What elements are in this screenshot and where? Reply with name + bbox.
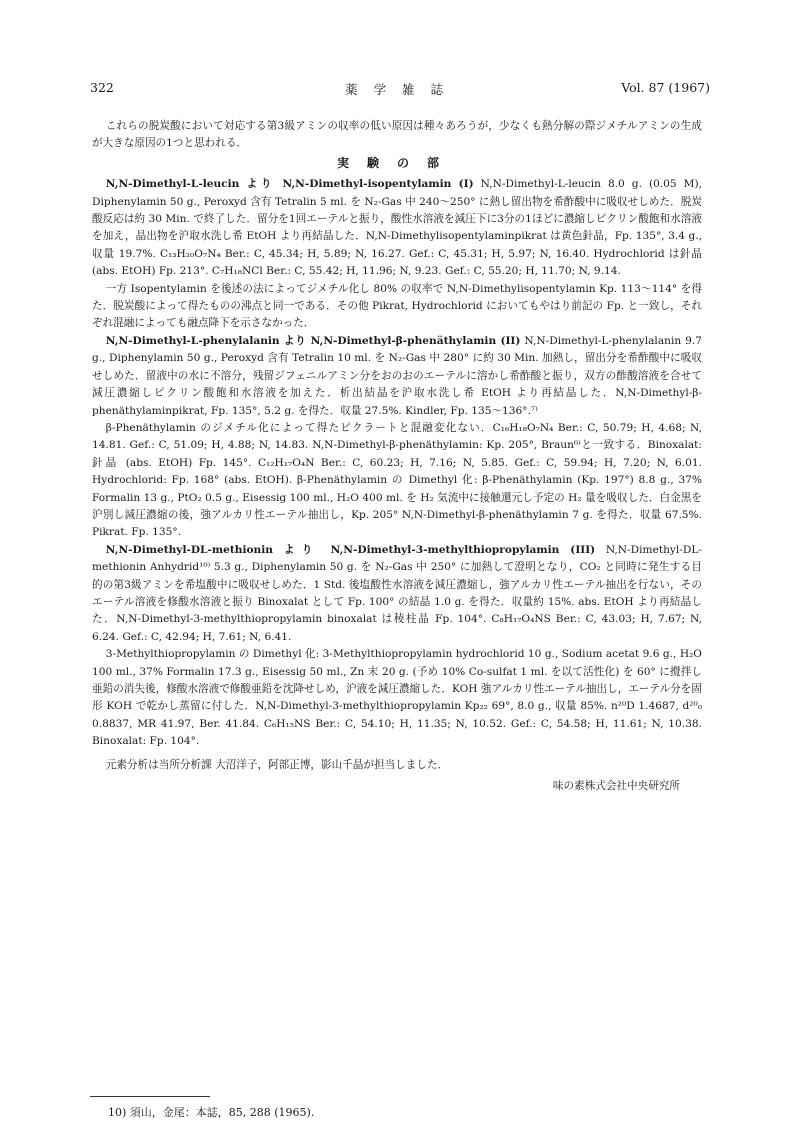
experiment-2-body: N,N-Dimethyl-L-phenylalanin 9.7 g., Diphenylamin 50 g., Peroxyd 含有 Tetralin 10 ml. を N₂-Gas 中 280° に約 30 Min. 加熱し，留出分を希酢酸中に吸収せしめた．留液中の水に不溶分，残留ジフェニルアミン分をおのおのエーテルに溶かし希酢酸と振り，双方の酢酸溶液を合せて減圧濃縮しピクリン酸飽和水溶液を加えた．析出結晶を沪取水洗し希 EtOH より再結晶した．N,N-Dimethyl-β-phenäthylaminpikrat, Fp. 135°, 5.2 g. を得た．収量 27.5%. Kindler, Fp. 135〜136°.⁷⁾ xyxy=(92,334,702,417)
experiment-3 xyxy=(92,542,702,646)
volume-info: Vol. 87 (1967) xyxy=(621,80,710,95)
experiment-1-note: 一方 Isopentylamin を後述の法によってジメチル化し 80% の収率で N,N-Dimethylisopentylamin Kp. 113〜114° を得た．脱炭酸によって得たものの沸点と同一である．その他 Pikrat, Hydrochlorid においてもやはり前記の Fp. と一致し，それぞれ混融によっても融点降下を示さなかった． xyxy=(92,282,702,330)
journal-title: 薬学雑誌 xyxy=(345,82,460,97)
article-body xyxy=(92,118,702,795)
intro-paragraph: これらの脱炭酸において対応する第3級アミンの収率の低い原因は種々あろうが，少なくも熱分解の際ジメチルアミンの生成が大きな原因の1つと思われる． xyxy=(92,120,702,150)
experiment-2-note: β-Phenäthylamin のジメチル化によって得たピクラートと混融変化ない．C₁₆H₁₈O₇N₄ Ber.: C, 50.79; H, 4.68; N, 14.81. Gef.: C, 51.09; H, 4.88; N, 14.83. N,N-Dimethyl-β-phenäthylamin: Kp. 205°, Braun⁶⁾と一致する．Binoxalat: 針晶 (abs. EtOH) Fp. 145°. C₁₂H₁₇O₄N Ber.: C, 60.23; H, 7.16; N, 5.85. Gef.: C, 59.94; H, 7.20; N, 6.01. Hydrochlorid: Fp. 168° (abs. EtOH). β-Phenäthylamin の Dimethyl 化: β-Phenäthylamin (Kp. 197°) 8.8 g., 37% Formalin 13 g., PtO₂ 0.5 g., Eisessig 100 ml., H₂O 400 ml. を H₂ 気流中に接触還元し予定の H₂ 量を吸収した．白金黒を沪別し減圧濃縮の後，強アルカリ性エーテル抽出し，Kp. 205° N,N-Dimethyl-β-phenäthylamin 7 g. を得た．収量 67.5%. Pikrat. Fp. 135°. xyxy=(92,421,702,539)
affiliation: 味の素株式会社中央研究所 xyxy=(552,780,680,793)
experiment-3-body: N,N-Dimethyl-DL-methionin Anhydrid¹⁰⁾ 5.3 g., Diphenylamin 50 g. を N₂-Gas 中 250° に加熱して澄明となり，CO₂ と同時に発生する目的の第3級アミンを希塩酸中に吸収せしめた．1 Std. 後塩酸性水溶液を減圧濃縮し，強アルカリ性エーテル抽出を行ない，そのエーテル溶液を修酸水溶液と振り Binoxalat として Fp. 100° の結晶 1.0 g. を得た．収量約 15%. abs. EtOH より再結晶した．N,N-Dimethyl-3-methylthiopropylamin binoxalat は稜柱晶 Fp. 104°. C₈H₁₇O₄NS Ber.: C, 43.03; H, 7.67; N, 6.24. Gef.: C, 42.94; H, 7.61; N, 6.41. xyxy=(92,543,702,643)
footnote-divider xyxy=(90,1096,210,1097)
footnote: 10) 須山，金尾：本誌，85, 288 (1965). xyxy=(108,1106,315,1119)
section-title: 実験の部 xyxy=(336,155,457,170)
experiment-1-heading: N,N-Dimethyl-L-leucin より N,N-Dimethyl-isopentylamin (I) xyxy=(105,178,474,191)
experiment-1-body: N,N-Dimethyl-L-leucin 8.0 g. (0.05 M), Diphenylamin 50 g., Peroxyd 含有 Tetralin 5 ml. を N₂-Gas 中 240〜250° に熱し留出物を希酢酸中に吸収せしめた．脱炭酸反応は約 30 Min. で終了した．留分を1回エーテルと振り，酸性水溶液を減圧下に3分の1ほどに濃縮しピクリン酸飽和水溶液を加え，晶出物を沪取水洗し希 EtOH より再結晶した．N,N-Dimethylisopentylaminpikrat は黄色針晶，Fp. 135°, 3.4 g., 収量 19.7%. C₁₃H₂₀O₇N₄ Ber.: C, 45.34; H, 5.89; N, 16.27. Gef.: C, 45.31; H, 5.97; N, 16.40. Hydrochlorid は針晶 (abs. EtOH) Fp. 213°. C₇H₁₈NCl Ber.: C, 55.42; H, 11.96; N, 9.23. Gef.: C, 55.20; H, 11.70; N, 9.14. xyxy=(92,178,703,278)
experiment-3-heading: N,N-Dimethyl-DL-methionin より N,N-Dimethyl-3-methylthiopropylamin (III) xyxy=(105,543,596,556)
experiment-2 xyxy=(92,333,702,420)
acknowledgement: 元素分析は当所分析課 大沼洋子，阿部正博，影山千晶が担当しました． xyxy=(105,758,449,771)
experiment-1 xyxy=(92,176,702,280)
page-header xyxy=(90,80,710,98)
page-number: 322 xyxy=(90,80,114,95)
experiment-3-note: 3-Methylthiopropylamin の Dimethyl 化: 3-Methylthiopropylamin hydrochlorid 10 g., Sodium acetat 9.6 g., H₂O 100 ml., 37% Formalin 17.3 g., Eisessig 50 ml., Zn 末 20 g. (予め 10% Co-sulfat 1 ml. を以て活性化) を 60° に攪拌し亜鉛の消失後，修酸水溶液で修酸亜鉛を沈降せしめ，沪液を減圧濃縮した．KOH 強アルカリ性エーテル抽出し，エーテル分を固形 KOH で乾かし蒸留に付した．N,N-Dimethyl-3-methylthiopropylamin Kp₂₂ 69°, 8.0 g., 収量 85%. n²⁰D 1.4687, d²⁰₀ 0.8837, MR 41.97, Ber. 41.84. C₆H₁₅NS Ber.: C, 54.10; H, 11.35; N, 10.52. Gef.: C, 54.58; H, 11.61; N, 10.38. Binoxalat: Fp. 104°. xyxy=(92,648,702,748)
experiment-2-heading: N,N-Dimethyl-L-phenylalanin より N,N-Dimethyl-β-phenäthylamin (II) xyxy=(105,334,521,347)
